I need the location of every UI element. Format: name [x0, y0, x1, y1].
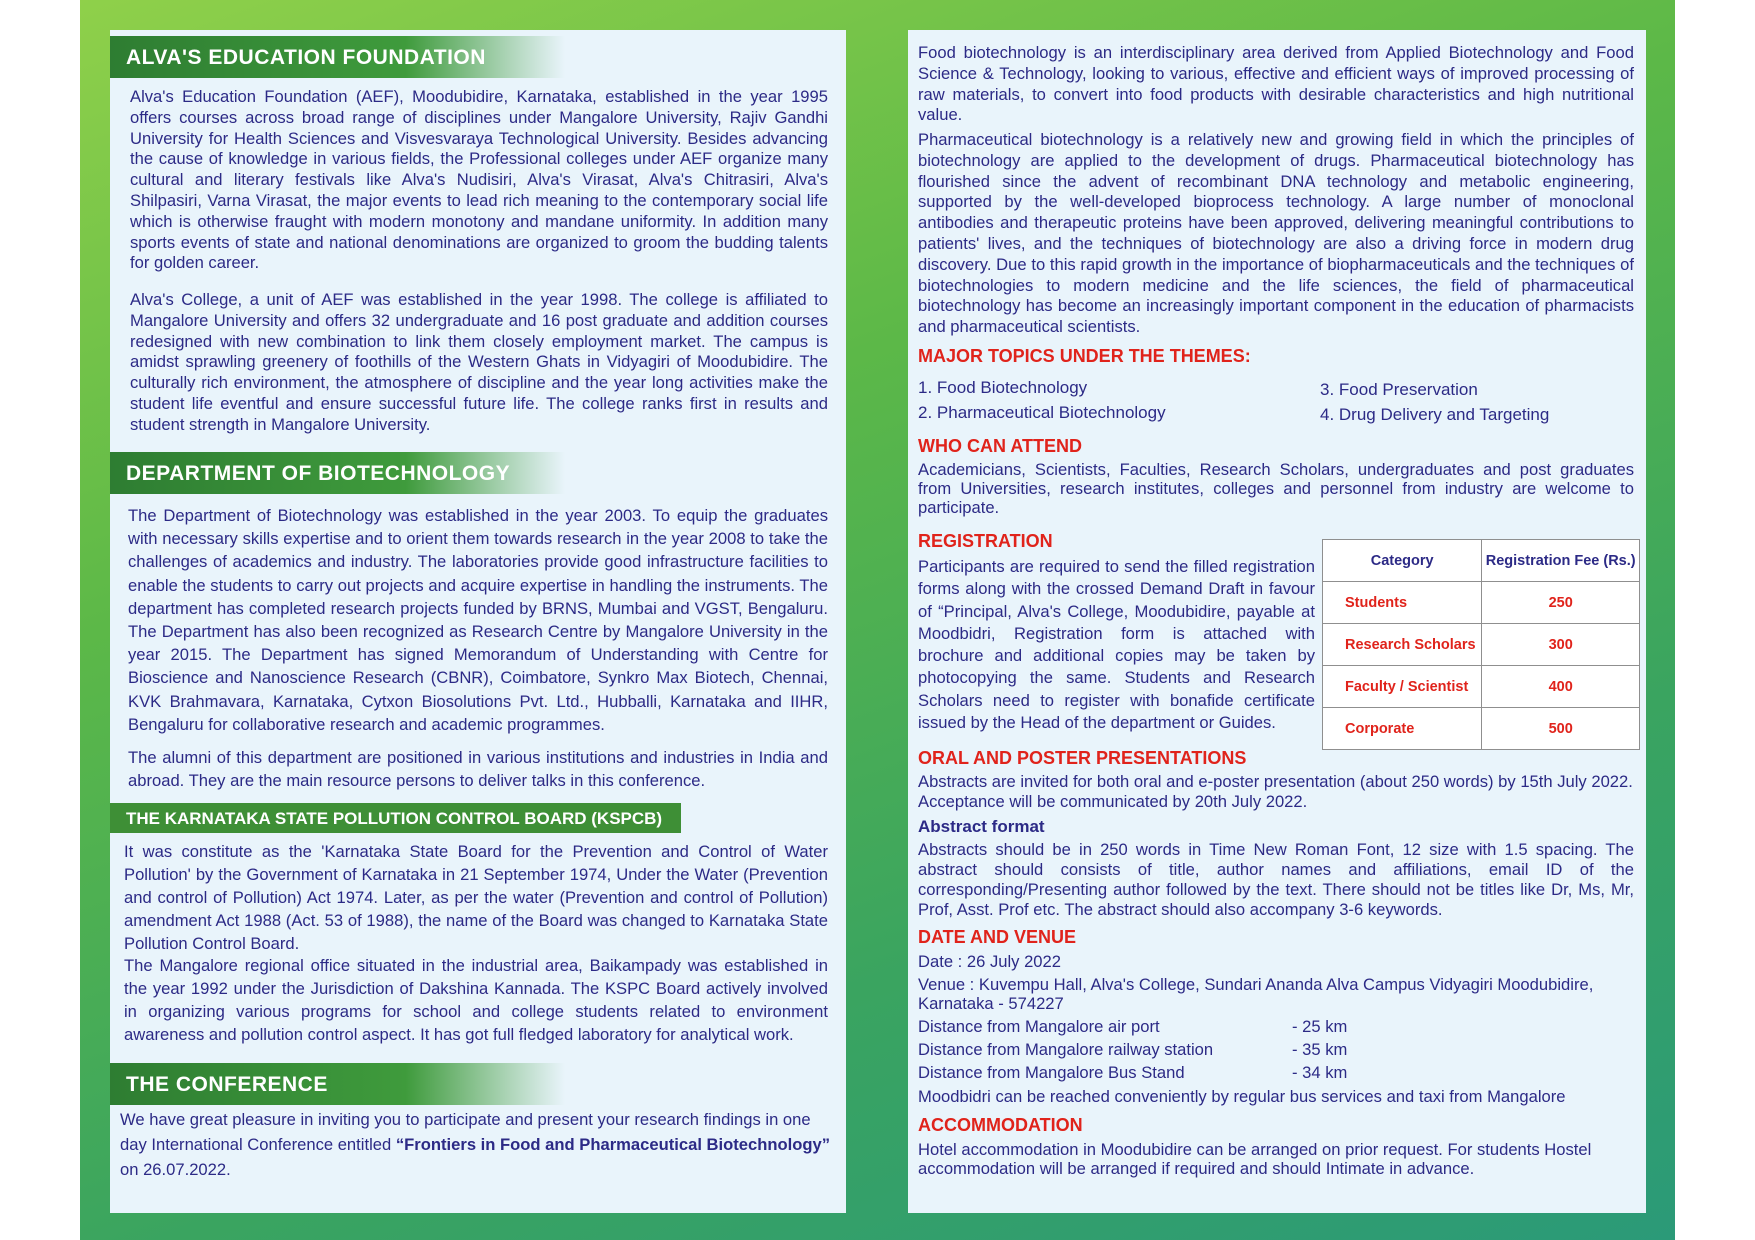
fee-cell: 300 — [1482, 624, 1640, 666]
distance-value: - 35 km — [1292, 1040, 1348, 1059]
accommodation-heading: ACCOMMODATION — [918, 1115, 1083, 1135]
distance-value: - 25 km — [1292, 1017, 1348, 1036]
registration-text: Participants are required to send the filled registration forms along with the crossed Demand Draft in favour of “Principal, Alva's College, Moodubidire, payable at Moodbidri, Registration form is attached with brochure and additional copies may be taken by photocopying the same. Students and Research Scholars need to register with bonafide certificate issued by the Head of the department or Guides. — [918, 557, 1315, 733]
aef-heading: ALVA'S EDUCATION FOUNDATION — [110, 36, 565, 78]
category-header: Category — [1323, 540, 1482, 582]
abstract-format-heading: Abstract format — [918, 817, 1045, 836]
conference-text-before: We have great pleasure in inviting you to participate and present your research findings in one day International Conference entitled — [120, 1110, 811, 1154]
registration-heading: REGISTRATION — [918, 531, 1053, 551]
topic-item: 2. Pharmaceutical Biotechnology — [918, 403, 1166, 422]
topic-item: 3. Food Preservation — [1320, 380, 1478, 399]
oral-poster-heading: ORAL AND POSTER PRESENTATIONS — [918, 748, 1247, 768]
conference-text-after: on 26.07.2022. — [120, 1160, 231, 1179]
topic-item: 1. Food Biotechnology — [918, 378, 1088, 397]
aef-paragraph-1: Alva's Education Foundation (AEF), Moodubidire, Karnataka, established in the year 1995 offers courses across broad range of disciplines under Mangalore University, Rajiv Gandhi University for Health Sciences and Visvesvaraya Technological University. Besides advancing the cause of knowledge in various fields, the Professional colleges under AEF organize many cultural and literary festivals like Alva's Nudisiri, Alva's Virasat, Alva's Chitrasiri, Alva's Shilpasiri, Varna Virasat, the major events to lead rich meaning to the contemporary social life which is otherwise fraught with modern monotony and mandane uniformity. In addition many sports events of state and national denominations are organized to groom the budding talents for golden career. — [130, 87, 828, 273]
accommodation-text: Hotel accommodation in Moodubidire can be arranged on prior request. For students Hostel accommodation will be arranged if required and should Intimate in advance. — [918, 1140, 1592, 1178]
biotech-heading: DEPARTMENT OF BIOTECHNOLOGY — [110, 452, 565, 494]
event-venue: Venue : Kuvempu Hall, Alva's College, Sundari Ananda Alva Campus Vidyagiri Moodubidire, Karnataka - 574227 — [918, 975, 1594, 1013]
fee-cell: 250 — [1482, 582, 1640, 624]
kspcb-paragraph-2: The Mangalore regional office situated in the industrial area, Baikampady was established in the year 1992 under the Jurisdiction of Dakshina Kannada. The KSPC Board actively involved in organizing various programs for school and college students related to environment awareness and pollution control aspect. It has got full fledged laboratory for analytical work. — [124, 956, 828, 1044]
kspcb-heading: THE KARNATAKA STATE POLLUTION CONTROL BOARD (KSPCB) — [110, 803, 681, 833]
aef-paragraph-2: Alva's College, a unit of AEF was established in the year 1998. The college is affiliated to Mangalore University and offers 32 undergraduate and 16 post graduate and addition courses redesigned with new combination to link them closely employment market. The campus is amidst sprawling greenery of foothills of the Western Ghats in Vidyagiri of Moodubidire. The culturally rich environment, the atmosphere of discipline and the year long activities make the student life eventful and ensure successful future life. The college ranks first in results and student strength in Mangalore University. — [130, 290, 828, 434]
category-cell: Corporate — [1323, 708, 1482, 750]
food-biotech-intro: Food biotechnology is an interdisciplinary area derived from Applied Biotechnology and Food Science & Technology, looking to various, effective and efficient ways of improved processing of raw materials, to convert into food products with desirable characteristics and high nutritional value. — [918, 43, 1634, 125]
conference-title: “Frontiers in Food and Pharmaceutical Biotechnology” — [395, 1135, 831, 1154]
distance-label: Distance from Mangalore railway station — [918, 1040, 1214, 1059]
abstract-format-text: Abstracts should be in 250 words in Time New Roman Font, 12 size with 1.5 spacing. The abstract should consists of title, author names and affiliations, email ID of the corresponding/Presenting author followed by the text. There should not be titles like Dr, Ms, Mr, Prof, Asst. Prof etc. The abstract should also accompany 3-6 keywords. — [918, 840, 1634, 919]
oral-poster-text: Abstracts are invited for both oral and e-poster presentation (about 250 words) by 15th July 2022. Acceptance will be communicated by 20th July 2022. — [918, 772, 1633, 811]
biotech-paragraph-1: The Department of Biotechnology was established in the year 2003. To equip the graduates with necessary skills expertise and to orient them towards research in the year 2008 to take the challenges of academics and industry. The laboratories provide good infrastructure facilities to enable the students to carry out projects and acquire expertise in handling the instruments. The department has completed research projects funded by BRNS, Mumbai and VGST, Bengaluru. The Department has also been recognized as Research Centre by Mangalore University in the year 2015. The Department has signed Memorandum of Understanding with Centre for Bioscience and Nanoscience Research (CBNR), Coimbatore, Synkro Max Biotech, Chennai, KVK Brahmavara, Karnataka, Cytxon Biosolutions Pvt. Ltd., Hubballi, Karnataka and IIHR, Bengaluru for collaborative research and academic programmes. — [128, 506, 828, 734]
fee-cell: 500 — [1482, 708, 1640, 750]
date-venue-heading: DATE AND VENUE — [918, 927, 1077, 947]
table-row — [1323, 624, 1640, 666]
fee-cell: 400 — [1482, 666, 1640, 708]
transport-note: Moodbidri can be reached conveniently by regular bus services and taxi from Mangalore — [918, 1087, 1566, 1106]
registration-fee-table — [1322, 539, 1640, 750]
who-can-attend-text: Academicians, Scientists, Faculties, Research Scholars, undergraduates and post graduates from Universities, research institutes, colleges and personnel from industry are welcome to participate. — [918, 460, 1634, 517]
conference-paragraph — [120, 1107, 836, 1182]
table-row — [1323, 666, 1640, 708]
topic-item: 4. Drug Delivery and Targeting — [1320, 405, 1550, 424]
distance-label: Distance from Mangalore air port — [918, 1017, 1160, 1036]
topics-heading: MAJOR TOPICS UNDER THE THEMES: — [918, 346, 1251, 366]
kspcb-paragraph-1: It was constitute as the 'Karnataka State Board for the Prevention and Control of Water Pollution' by the Government of Karnataka in 21 September 1974, Under the Water (Prevention and control of Pollution) Act 1974. Later, as per the water (Prevention and control of Pollution) amendment Act 1988 (Act. 53 of 1988), the name of the Board was changed to Karnataka State Pollution Control Board. — [124, 842, 828, 953]
category-cell: Research Scholars — [1323, 624, 1482, 666]
fee-header: Registration Fee (Rs.) — [1482, 540, 1640, 582]
distance-value: - 34 km — [1292, 1063, 1348, 1082]
category-cell: Faculty / Scientist — [1323, 666, 1482, 708]
pharma-biotech-intro: Pharmaceutical biotechnology is a relatively new and growing field in which the principles of biotechnology are applied to the development of drugs. Pharmaceutical biotechnology has flourished since the advent of recombinant DNA technology and metabolic engineering, supported by the well-developed bioprocess technology. A large number of monoclonal antibodies and therapeutic proteins have been approved, delivering meaningful contributions to patients' lives, and the techniques of biotechnology are also a driving force in modern drug discovery. Due to this rapid growth in the importance of biopharmaceuticals and the techniques of biotechnologies to modern medicine and the life sciences, the field of pharmaceutical biotechnology has become an increasingly important component in the education of pharmacists and pharmaceutical scientists. — [918, 130, 1634, 337]
table-row — [1323, 708, 1640, 750]
table-row — [1323, 582, 1640, 624]
distance-label: Distance from Mangalore Bus Stand — [918, 1063, 1185, 1082]
category-cell: Students — [1323, 582, 1482, 624]
biotech-paragraph-2: The alumni of this department are positioned in various institutions and industries in India and abroad. They are the main resource persons to deliver talks in this conference. — [128, 748, 828, 791]
table-header-row — [1323, 540, 1640, 582]
event-date: Date : 26 July 2022 — [918, 952, 1061, 971]
who-can-attend-heading: WHO CAN ATTEND — [918, 436, 1082, 456]
conference-heading: THE CONFERENCE — [110, 1063, 565, 1105]
